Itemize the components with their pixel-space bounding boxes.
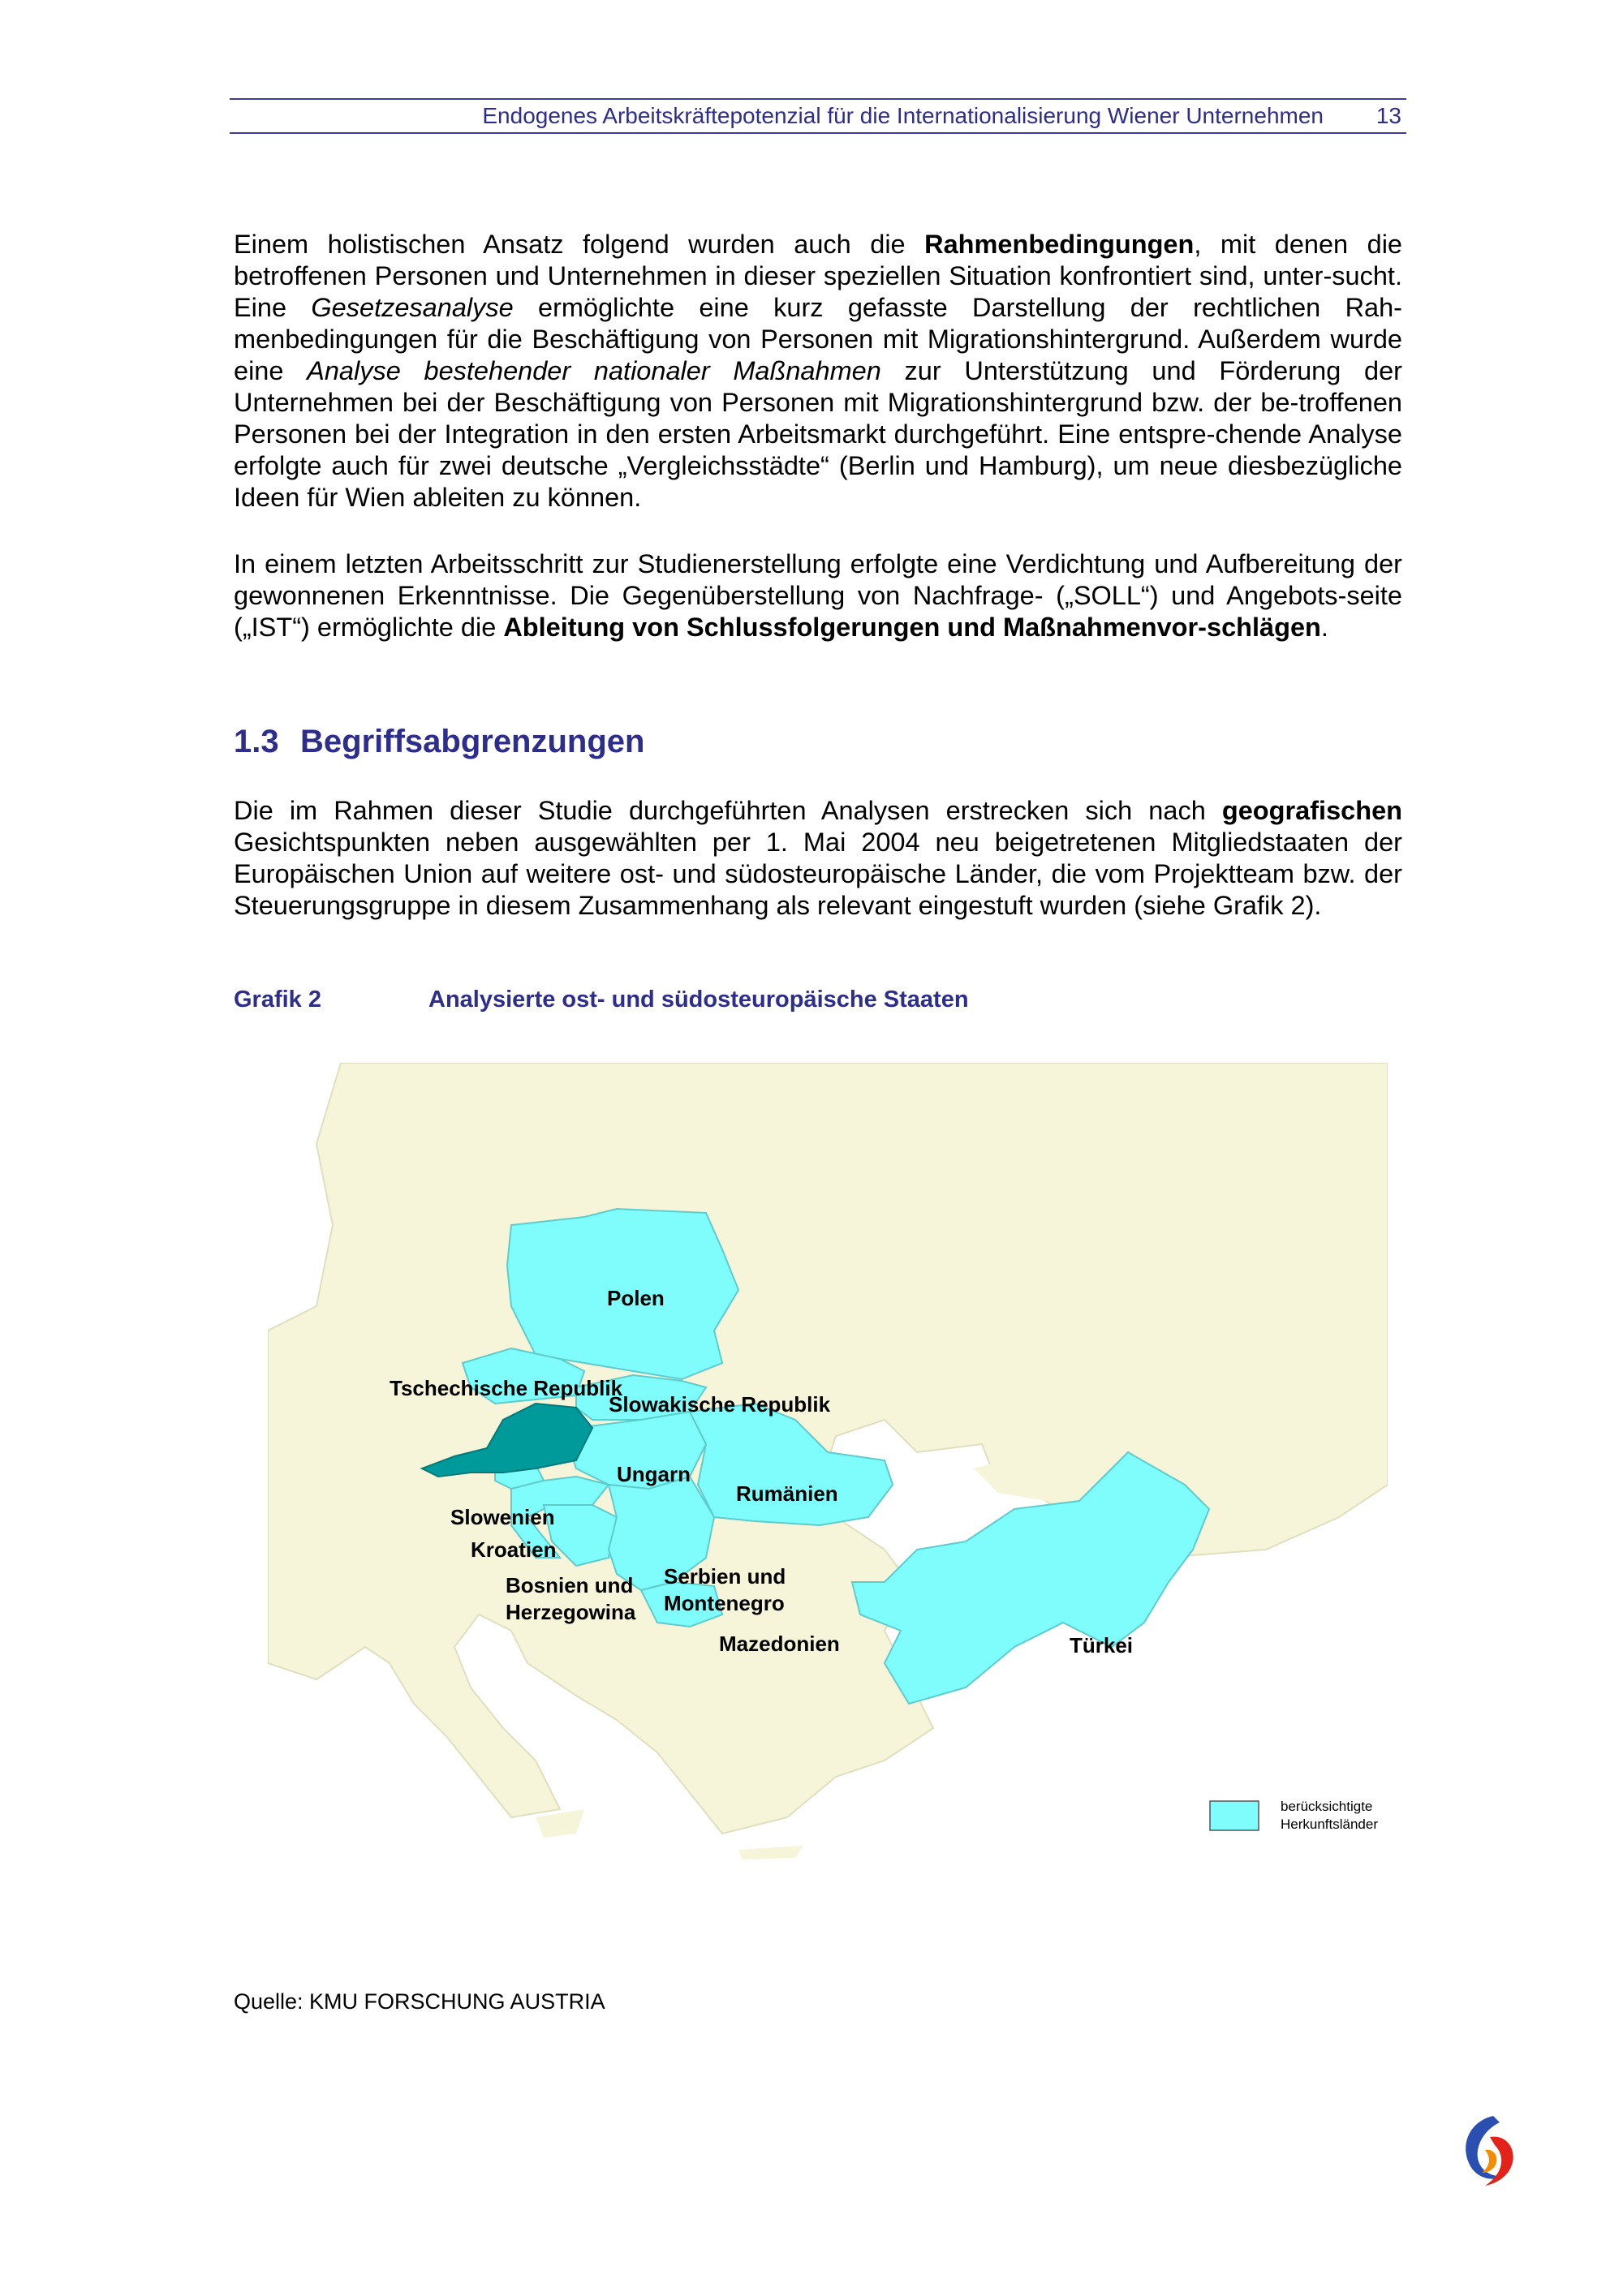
italic-term: Analyse bestehender nationaler Maßnahmen <box>307 356 881 385</box>
label-polen: Polen <box>607 1286 665 1310</box>
bold-term: Ableitung von Schlussfolgerungen und Maßnahmenvor-schlägen <box>503 613 1321 642</box>
section-heading <box>234 724 644 760</box>
label-herzegowina: Herzegowina <box>506 1600 636 1624</box>
island-sicily <box>536 1809 584 1838</box>
figure-label: Grafik 2 <box>234 987 321 1013</box>
paragraph-geography: Die im Rahmen dieser Studie durchgeführten Analysen erstrecken sich nach geografischen Gesichtspunkten neben ausgewählten per 1. Mai 2004 neu beigetretenen Mitgliedstaaten der Europäischen Union auf weitere ost- und südosteuropäische Länder, die vom Projektteam bzw. der Steuerungsgruppe in diesem Zusammenhang als relevant eingestuft wurden (siehe Grafik 2). <box>234 796 1402 920</box>
label-rumaenien: Rumänien <box>736 1481 838 1506</box>
label-tuerkei: Türkei <box>1070 1633 1134 1658</box>
bold-term: Rahmenbedingungen <box>924 230 1195 259</box>
label-slowenien: Slowenien <box>450 1505 555 1529</box>
section-number: 1.3 <box>234 724 279 759</box>
kmu-logo-icon <box>1453 2109 1526 2191</box>
label-tschechien: Tschechische Republik <box>390 1376 623 1400</box>
page-header <box>230 98 1406 134</box>
label-mazedonien: Mazedonien <box>719 1632 840 1656</box>
label-montenegro: Montenegro <box>664 1591 785 1615</box>
label-kroatien: Kroatien <box>471 1537 557 1562</box>
label-slowakei: Slowakische Republik <box>609 1392 831 1417</box>
bold-term: geografischen <box>1221 796 1402 825</box>
label-serbien: Serbien und <box>664 1564 786 1589</box>
header-title: Endogenes Arbeitskräftepotenzial für die Internationalisierung Wiener Unternehmen <box>482 103 1324 128</box>
section-title: Begriffsabgrenzungen <box>300 724 645 759</box>
label-bosnien: Bosnien und <box>506 1573 634 1597</box>
label-ungarn: Ungarn <box>617 1462 691 1486</box>
page-number: 13 <box>1375 103 1401 128</box>
paragraph-framework: Einem holistischen Ansatz folgend wurden auch die Rahmenbedingungen, mit denen die betroffenen Personen und Unternehmen in dieser speziellen Situation konfrontiert sind, unter-sucht. Eine Gesetzesanalyse ermöglichte eine kurz gefasste Darstellung der rechtlichen Rah-menbedingungen für die Beschäftigung von Personen mit Migrationshintergrund. Außerdem wurde eine Analyse bestehender nationaler Maßnahmen zur Unterstützung und Förderung der Unternehmen bei der Beschäftigung von Personen mit Migrationshintergrund bzw. der be-troffenen Personen bei der Integration in den ersten Arbeitsmarkt durchgeführt. Eine entspre-chende Analyse erfolgte auch für zwei deutsche „Vergleichsstädte“ (Berlin und Hamburg), um neue diesbezügliche Ideen für Wien ableiten zu können. <box>234 230 1403 512</box>
paragraph-conclusions: In einem letzten Arbeitsschritt zur Studienerstellung erfolgte eine Verdichtung und Aufbereitung der gewonnenen Erkenntnisse. Die Gegenüberstellung von Nachfrage- („SOLL“) und Angebots-seite („IST“) ermöglichte die Ableitung von Schlussfolgerungen und Maßnahmenvor-schlägen. <box>234 549 1402 642</box>
legend-swatch <box>1210 1801 1259 1830</box>
europe-map <box>268 1063 1388 1882</box>
island-crete <box>738 1846 803 1860</box>
italic-term: Gesetzesanalyse <box>311 293 514 322</box>
legend-line-2: Herkunftsländer <box>1281 1817 1379 1832</box>
figure-source: Quelle: KMU FORSCHUNG AUSTRIA <box>234 1989 605 2014</box>
land-background <box>268 1063 1388 1834</box>
legend-line-1: berücksichtigte <box>1281 1799 1373 1814</box>
figure-title: Analysierte ost- und südosteuropäische Staaten <box>428 987 969 1013</box>
figure-caption <box>234 987 969 1013</box>
